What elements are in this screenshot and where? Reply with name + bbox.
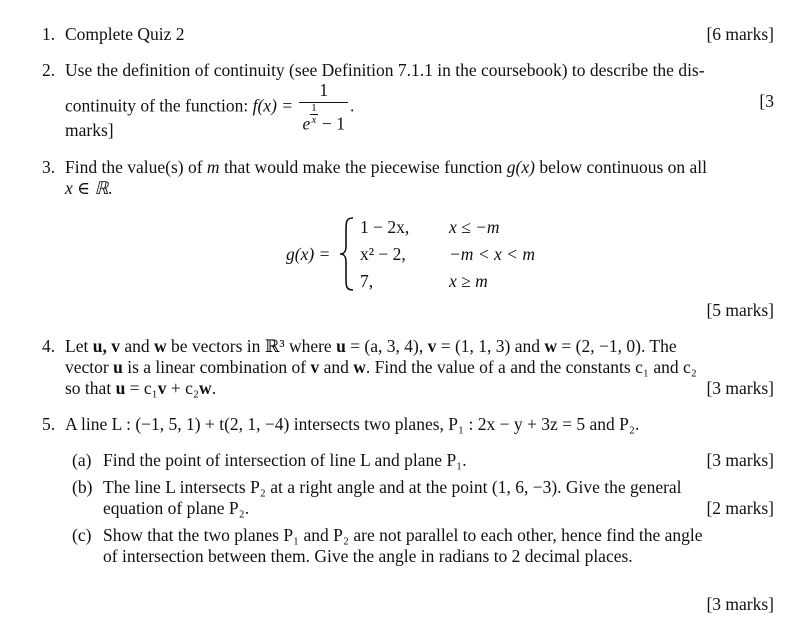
- case-expr-1: 1 − 2x,: [360, 217, 410, 237]
- q5a-label: (a): [72, 450, 92, 470]
- q2-exponent: [310, 103, 317, 126]
- vec-v-4: v: [157, 378, 167, 398]
- q5c-marks: [3 marks]: [706, 594, 774, 614]
- q4-line3: [65, 378, 216, 400]
- case-cond-2: −m < x < m: [449, 244, 535, 264]
- vec-w-4: w: [199, 378, 212, 398]
- q5b-marks: [2 marks]: [706, 498, 774, 518]
- q5b-label: (b): [72, 477, 93, 497]
- q4-marks: [3 marks]: [706, 378, 774, 398]
- q4-l3b: = c₁: [125, 378, 158, 398]
- q4-l2d: . Find the value of a and the constants c₁ and c₂: [365, 357, 697, 377]
- q2-marks-b: marks]: [65, 120, 114, 140]
- q4-l1c: and: [119, 336, 154, 356]
- case-expr-3: 7,: [360, 271, 374, 291]
- q3-gx-eq: g(x) =: [286, 244, 331, 264]
- vec-u-4: u: [115, 378, 126, 398]
- case-cond-3: x ≥ m: [449, 271, 488, 291]
- q3-line1: [65, 157, 707, 179]
- q5-number: 5.: [42, 414, 56, 434]
- q2-line1: Use the definition of continuity (see Definition 7.1.1 in the coursebook) to describe the dis-: [65, 60, 705, 80]
- q2-fraction: [299, 80, 348, 135]
- vec-v-2: v: [427, 336, 437, 356]
- q3-gx: g(x): [506, 157, 535, 177]
- q4-l3d: .: [211, 378, 217, 398]
- vec-v: v: [111, 336, 120, 356]
- q3-m: m: [206, 157, 220, 177]
- q2-marks-a: [3: [759, 91, 774, 111]
- case-cond-1: x ≤ −m: [449, 217, 500, 237]
- q4-l2b: is a linear combination of: [122, 357, 311, 377]
- q4-l1e: = (a, 3, 4),: [345, 336, 428, 356]
- q4-line2: [65, 357, 697, 379]
- q4-l1f: = (1, 1, 3) and: [436, 336, 545, 356]
- q4-l1a: Let: [65, 336, 93, 356]
- q3-number: 3.: [42, 157, 56, 177]
- vec-u-2: u: [336, 336, 346, 356]
- vec-w-2: w: [544, 336, 558, 356]
- q2-exp-top: 1: [311, 101, 317, 114]
- q1-marks: [6 marks]: [706, 24, 774, 44]
- vec-v-3: v: [310, 357, 320, 377]
- vec-u: u: [92, 336, 103, 356]
- vec-u-3: u: [113, 357, 123, 377]
- q2-dot: .: [350, 95, 355, 116]
- q3-l1a: Find the value(s) of: [65, 157, 207, 177]
- q5-stem: A line L : (−1, 5, 1) + t(2, 1, −4) intersects two planes, P₁ : 2x − y + 3z = 5 and P₂.: [65, 414, 640, 434]
- case-expr-2: x² − 2,: [360, 244, 406, 264]
- q5a-marks: [3 marks]: [706, 450, 774, 470]
- vec-w-3: w: [353, 357, 366, 377]
- q3-l1b: that would make the piecewise function: [219, 157, 507, 177]
- q3-marks: [5 marks]: [706, 300, 774, 320]
- q5b-line2: equation of plane P₂.: [103, 498, 250, 518]
- q2-frac-tail: − 1: [317, 113, 346, 134]
- q2-e: e: [302, 113, 311, 134]
- q2-number: 2.: [42, 60, 56, 80]
- q4-number: 4.: [42, 336, 56, 356]
- q4-l1g: = (2, −1, 0). The: [557, 336, 677, 356]
- q5c-line1: Show that the two planes P₁ and P₂ are not parallel to each other, hence find the angle: [103, 525, 703, 545]
- q2-fx: f(x) =: [252, 95, 294, 116]
- q4-l3c: + c₂: [166, 378, 200, 398]
- q4-l3a: so that: [65, 378, 116, 398]
- left-brace-icon: [338, 216, 356, 292]
- q3-line2: x ∈ ℝ.: [65, 178, 113, 198]
- q4-l1d: be vectors in ℝ³ where: [166, 336, 337, 356]
- q4-l2c: and: [319, 357, 354, 377]
- q5b-line1: The line L intersects P₂ at a right angle and at the point (1, 6, −3). Give the general: [103, 477, 682, 497]
- q2-frac-top: 1: [319, 80, 329, 100]
- q4-l1b: ,: [102, 336, 112, 356]
- q5a-text: Find the point of intersection of line L and plane P₁.: [103, 450, 467, 470]
- q4-line1: [65, 336, 677, 358]
- q4-l2a: vector: [65, 357, 114, 377]
- q2-frac-bottom: [299, 102, 348, 136]
- q1-text: Complete Quiz 2: [65, 24, 185, 44]
- q5c-line2: of intersection between them. Give the angle in radians to 2 decimal places.: [103, 546, 633, 566]
- q2-exp-bot: x: [311, 113, 317, 126]
- q2-line2-prefix: continuity of the function:: [65, 95, 253, 116]
- q5c-label: (c): [72, 525, 92, 545]
- q1-number: 1.: [42, 24, 56, 44]
- vec-w: w: [153, 336, 167, 356]
- q3-l1c: below continuous on all: [534, 157, 708, 177]
